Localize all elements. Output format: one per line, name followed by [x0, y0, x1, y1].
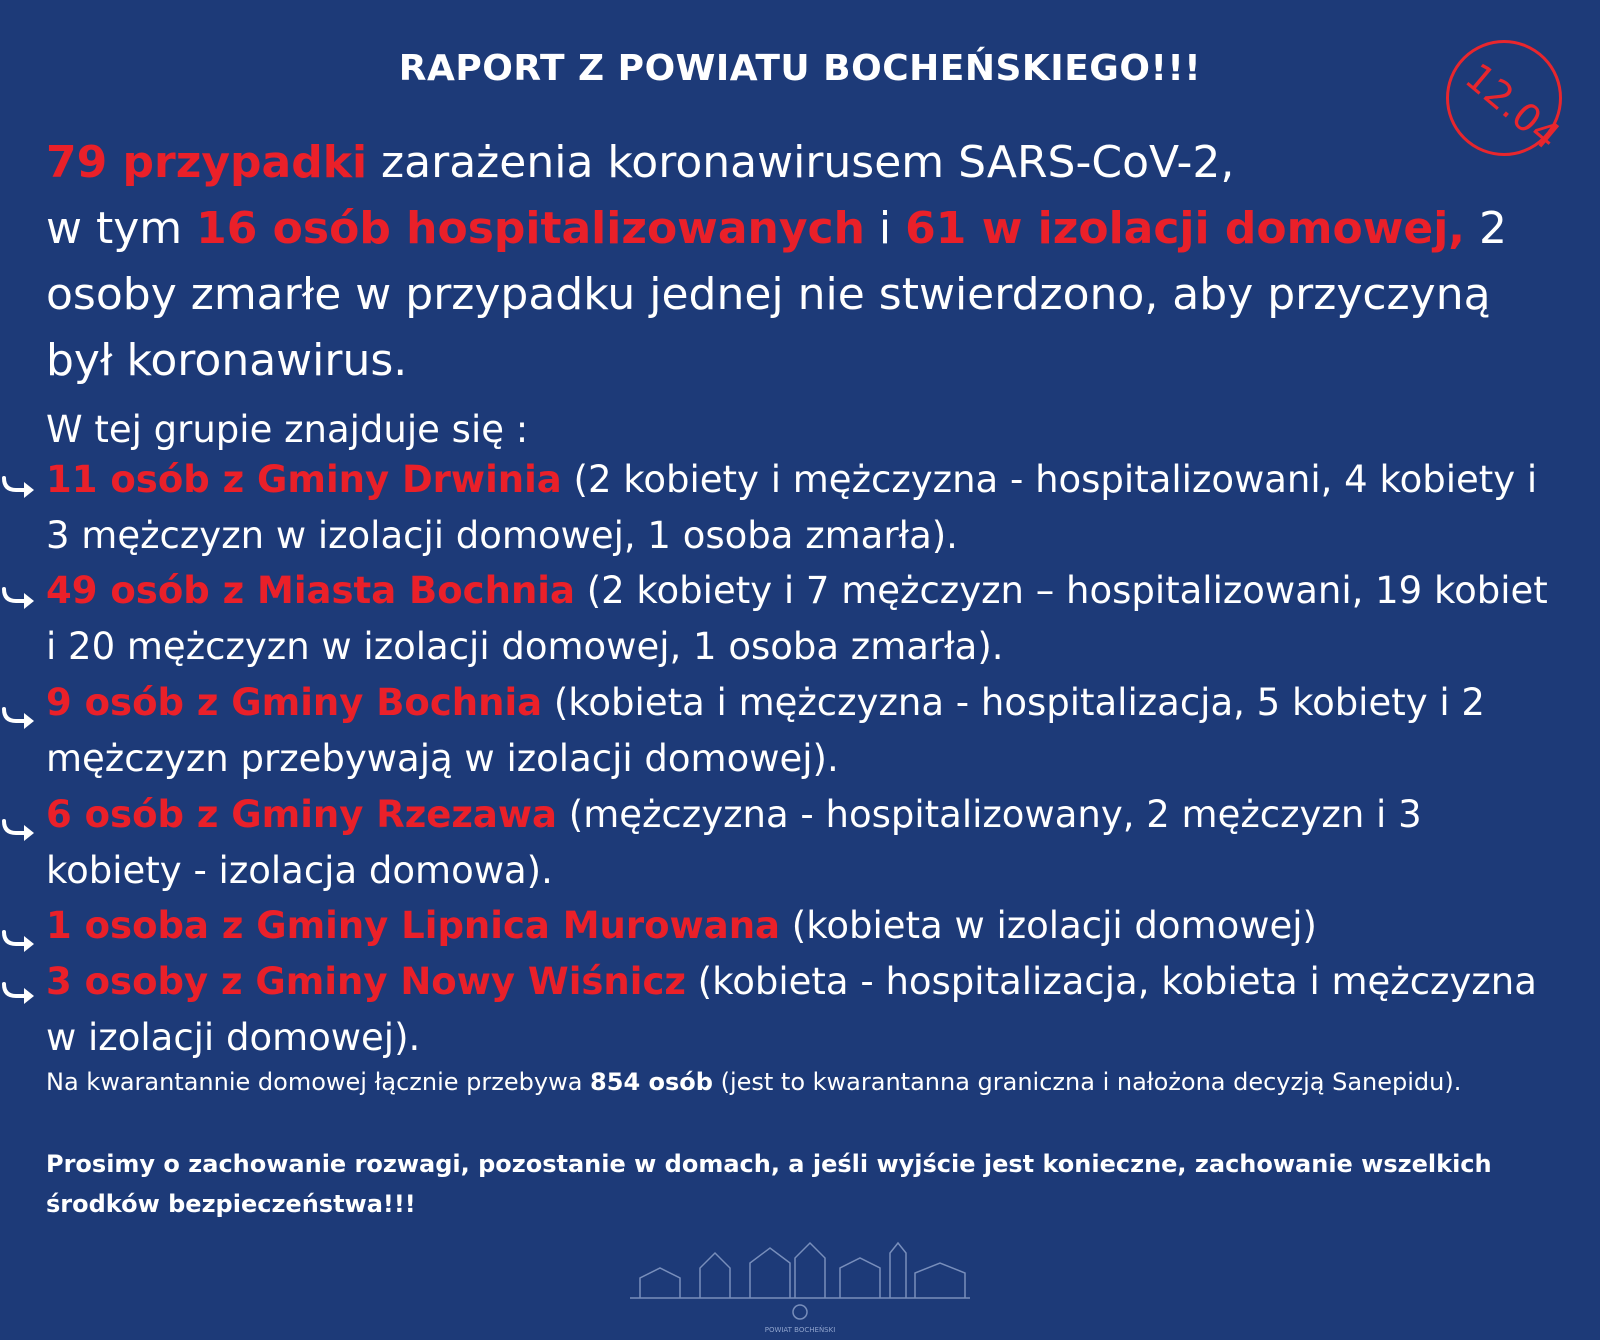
list-item: [46, 787, 1561, 899]
quarantine-prefix: Na kwarantannie domowej łącznie przebywa: [46, 1068, 591, 1096]
and-text: i: [864, 203, 906, 254]
quarantine-note: [46, 1062, 1526, 1102]
list-item-highlight: 3 osoby z Gminy Nowy Wiśnicz: [46, 960, 686, 1003]
list-item-details: (kobieta i mężczyzna - hospitalizacja, 5 kobiety i 2 mężczyzn przebywają w izolacji domowej).: [46, 681, 1485, 780]
total-cases: 79 przypadki: [46, 137, 368, 188]
list-item-details: (kobieta w izolacji domowej): [780, 904, 1317, 947]
arrow-right-icon: [0, 815, 38, 845]
list-item-highlight: 6 osób z Gminy Rzezawa: [46, 793, 557, 836]
arrow-right-icon: [0, 583, 38, 613]
list-item-highlight: 11 osób z Gminy Drwinia: [46, 458, 562, 501]
list-item: [46, 452, 1561, 564]
home-isolation-count: 61 w izolacji domowej,: [905, 203, 1466, 254]
logo-caption: POWIAT BOCHEŃSKI: [764, 1326, 836, 1334]
deaths-text: 2 osoby zmarłe w przypadku jednej nie stwierdzono, aby przyczyną był koronawirus.: [46, 203, 1507, 386]
summary-paragraph: [46, 130, 1566, 394]
quarantine-count: 854 osób: [590, 1068, 713, 1096]
line2-prefix: w tym: [46, 203, 197, 254]
arrow-right-icon: [0, 926, 38, 956]
list-item-details: (kobieta - hospitalizacja, kobieta i mężczyzna w izolacji domowej).: [46, 960, 1537, 1059]
list-item: [46, 898, 1561, 954]
list-item-highlight: 9 osób z Gminy Bochnia: [46, 681, 543, 724]
list-item-details: (mężczyzna - hospitalizowany, 2 mężczyzn i 3 kobiety - izolacja domowa).: [46, 793, 1422, 892]
arrow-right-icon: [0, 703, 38, 733]
powiat-skyline-logo: [620, 1238, 980, 1338]
list-item-details: (2 kobiety i 7 mężczyzn – hospitalizowani, 19 kobiet i 20 mężczyzn w izolacji domowej, 1 osoba zmarła).: [46, 569, 1548, 668]
list-item-highlight: 49 osób z Miasta Bochnia: [46, 569, 575, 612]
report-title: RAPORT Z POWIATU BOCHEŃSKIEGO!!!: [398, 48, 1202, 89]
list-item: [46, 563, 1561, 675]
hospitalized-count: 16 osób hospitalizowanych: [196, 203, 865, 254]
group-heading: W tej grupie znajduje się :: [46, 408, 529, 451]
list-item: [46, 675, 1561, 787]
total-cases-suffix: zarażenia koronawirusem SARS-CoV-2,: [367, 137, 1235, 188]
safety-appeal: Prosimy o zachowanie rozwagi, pozostanie w domach, a jeśli wyjście jest konieczne, zachowanie wszelkich środków bezpieczeństwa!!!: [46, 1150, 1492, 1218]
arrow-right-icon: [0, 472, 38, 502]
list-item-highlight: 1 osoba z Gminy Lipnica Murowana: [46, 904, 781, 947]
quarantine-suffix: (jest to kwarantanna graniczna i nałożona decyzją Sanepidu).: [712, 1068, 1462, 1096]
list-item-details: (2 kobiety i mężczyzna - hospitalizowani, 4 kobiety i 3 mężczyzn w izolacji domowej, 1 osoba zmarła).: [46, 458, 1538, 557]
list-item: [46, 954, 1561, 1066]
date-stamp-text: 12.04: [1456, 54, 1569, 159]
arrow-right-icon: [0, 978, 38, 1008]
